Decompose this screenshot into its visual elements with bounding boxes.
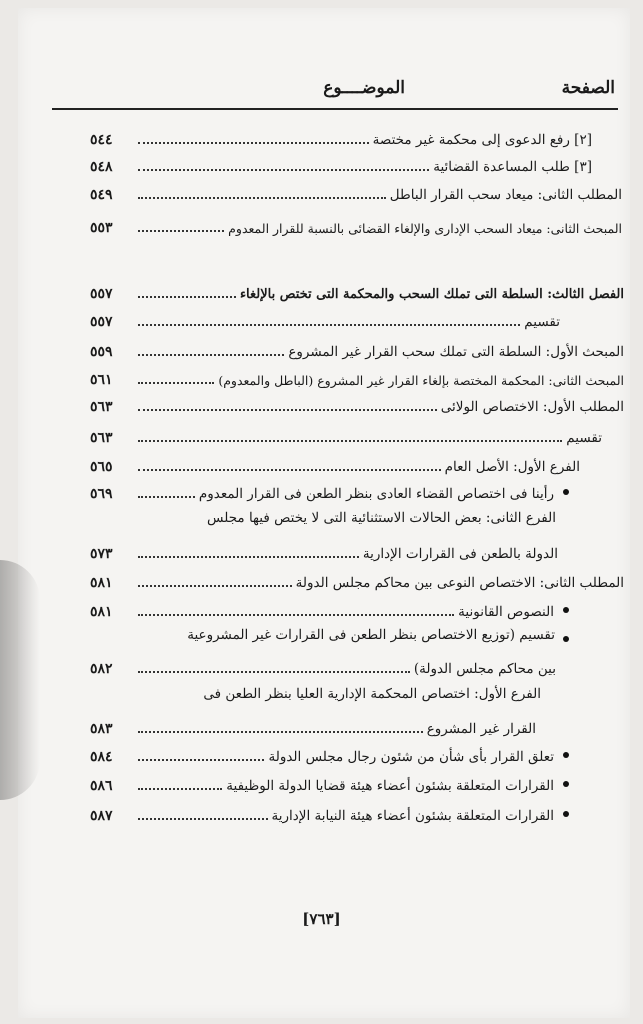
entry-page: ٥٤٤ — [90, 132, 113, 148]
entry-text: [٣] طلب المساعدة القضائية — [433, 159, 592, 175]
entry-page: ٥٤٨ — [90, 159, 113, 175]
entry-page: ٥٦٣ — [90, 430, 113, 446]
topic-column-heading: الموضــــوع — [323, 78, 405, 98]
toc-entry-line: تقسيم (توزيع الاختصاص بنظر الطعن فى القرارات غير المشروعية — [187, 627, 555, 643]
entry-text: القرارات المتعلقة بشئون أعضاء هيئة النيابة الإدارية — [271, 808, 554, 824]
toc-entry — [90, 424, 602, 446]
leader-dots — [138, 585, 292, 587]
bullet-icon — [563, 489, 569, 495]
leader-dots — [138, 354, 284, 356]
entry-text: بين محاكم مجلس الدولة) — [413, 661, 556, 677]
leader-dots — [138, 788, 222, 790]
bullet-icon — [563, 781, 569, 787]
leader-dots — [138, 759, 264, 761]
leader-dots — [138, 614, 454, 616]
toc-entry — [90, 126, 592, 148]
toc-entry — [90, 715, 536, 737]
toc-entry — [90, 338, 624, 360]
toc-entry — [90, 598, 554, 620]
toc-entry — [90, 743, 554, 765]
entry-page: ٥٤٩ — [90, 187, 113, 203]
toc-entry — [90, 453, 580, 475]
entry-page: ٥٨١ — [90, 575, 113, 591]
leader-dots — [138, 324, 520, 326]
leader-dots — [138, 382, 214, 384]
bullet-icon — [563, 607, 569, 613]
leader-dots — [138, 671, 410, 673]
page-column-heading: الصفحة — [561, 78, 615, 98]
toc-entry-line: الفرع الأول: اختصاص المحكمة الإدارية العليا بنظر الطعن فى — [203, 686, 541, 702]
entry-page: ٥٦١ — [90, 372, 113, 388]
entry-page: ٥٨٣ — [90, 721, 113, 737]
leader-dots — [138, 230, 224, 232]
entry-text: المبحث الأول: السلطة التى تملك سحب القرار غير المشروع — [288, 344, 624, 360]
leader-dots — [138, 409, 437, 411]
leader-dots — [138, 731, 423, 733]
leader-dots — [138, 197, 386, 199]
bullet-icon — [563, 811, 569, 817]
entry-text: رأينا فى اختصاص القضاء العادى بنظر الطعن فى القرار المعدوم — [198, 486, 554, 502]
entry-text: المطلب الأول: الاختصاص الولائى — [440, 399, 624, 415]
entry-page: ٥٦٣ — [90, 399, 113, 415]
toc-entry — [90, 802, 554, 824]
entry-page: ٥٨٦ — [90, 778, 113, 794]
entry-page: ٥٥٣ — [90, 220, 113, 236]
entry-page: ٥٨٤ — [90, 749, 113, 765]
toc-entry — [90, 181, 622, 203]
bullet-icon — [563, 752, 569, 758]
entry-text: الدولة بالطعن فى القرارات الإدارية — [362, 546, 558, 562]
leader-dots — [138, 296, 236, 298]
entry-text: المبحث الثانى: ميعاد السحب الإدارى والإلغاء القضائى بالنسبة للقرار المعدوم — [228, 221, 622, 236]
toc-entry — [90, 480, 554, 502]
bullet-icon — [563, 636, 569, 642]
entry-page: ٥٥٧ — [90, 286, 113, 302]
toc-entry — [90, 153, 592, 175]
entry-page: ٥٨١ — [90, 604, 113, 620]
entry-page: ٥٨٢ — [90, 661, 113, 677]
entry-text: الفرع الأول: الأصل العام — [444, 459, 580, 475]
toc-entry — [90, 393, 624, 415]
leader-dots — [138, 496, 195, 498]
toc-entry — [90, 308, 560, 330]
leader-dots — [138, 556, 359, 558]
entry-text: تقسيم — [524, 314, 560, 330]
toc-entry — [90, 366, 624, 388]
toc-entry — [90, 772, 554, 794]
entry-page: ٥٨٧ — [90, 808, 113, 824]
entry-text: القرار غير المشروع — [426, 721, 536, 737]
entry-page: ٥٧٣ — [90, 546, 113, 562]
entry-page: ٥٦٩ — [90, 486, 113, 502]
entry-page: ٥٦٥ — [90, 459, 113, 475]
entry-text: القرارات المتعلقة بشئون أعضاء هيئة قضايا الدولة الوظيفية — [226, 778, 554, 794]
entry-text: المطلب الثانى: ميعاد سحب القرار الباطل — [389, 187, 622, 203]
leader-dots — [138, 169, 429, 171]
entry-text: [٢] رفع الدعوى إلى محكمة غير مختصة — [372, 132, 592, 148]
page-number: [٧٦٣] — [302, 910, 341, 928]
toc-chapter-entry — [90, 280, 624, 302]
toc-entry — [90, 569, 624, 591]
entry-text: تقسيم — [566, 430, 602, 446]
toc-entry — [90, 540, 558, 562]
toc-entry — [90, 214, 622, 236]
leader-dots — [138, 440, 562, 442]
entry-text: الفصل الثالث: السلطة التى تملك السحب والمحكمة التى تختص بالإلغاء — [239, 287, 624, 302]
toc-entry — [90, 655, 556, 677]
leader-dots — [138, 818, 268, 820]
entry-page: ٥٥٩ — [90, 344, 113, 360]
leader-dots — [138, 142, 369, 144]
toc-entry-line: الفرع الثانى: بعض الحالات الاستثنائية التى لا يختص فيها مجلس — [207, 510, 556, 526]
entry-page: ٥٥٧ — [90, 314, 113, 330]
leader-dots — [138, 469, 441, 471]
entry-text: المطلب الثانى: الاختصاص النوعى بين محاكم مجلس الدولة — [295, 575, 624, 591]
entry-text: النصوص القانونية — [458, 604, 554, 620]
entry-text: تعلق القرار بأى شأن من شئون رجال مجلس الدولة — [268, 749, 554, 765]
entry-text: المبحث الثانى: المحكمة المختصة بإلغاء القرار غير المشروع (الباطل والمعدوم) — [218, 373, 624, 388]
